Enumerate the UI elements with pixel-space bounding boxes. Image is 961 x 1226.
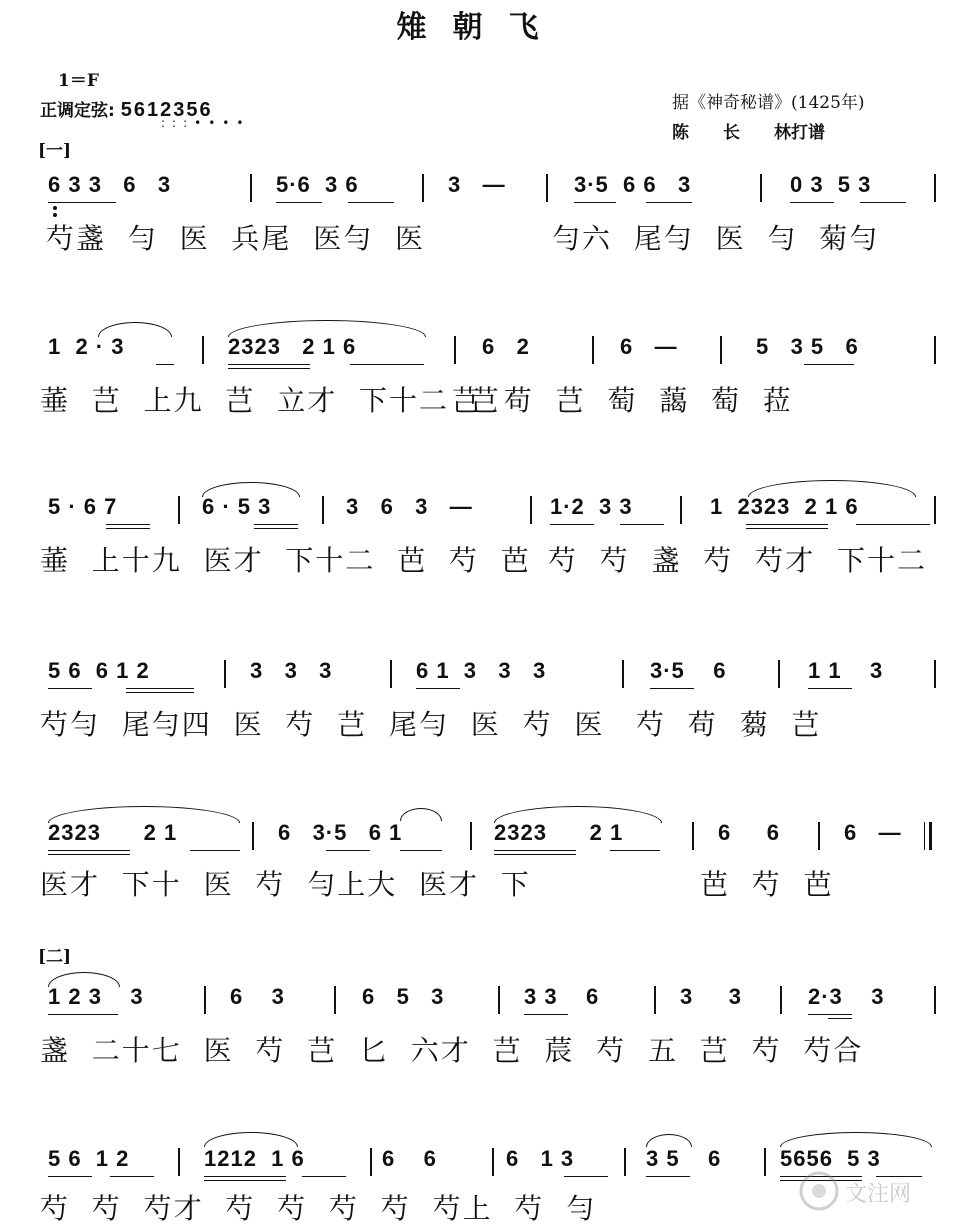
notes: 5·6 3 6	[276, 172, 359, 197]
notes: 1 2323 2 1 6	[710, 494, 859, 519]
notes: 6 3 3 6 3	[48, 172, 172, 197]
tuning-label: 正调定弦:	[40, 101, 115, 121]
notes: 6 —	[620, 334, 678, 359]
notes: 6 1 3 3 3	[416, 658, 547, 683]
notes: 5656 5 3	[780, 1146, 881, 1171]
key-signature: 1＝F	[58, 71, 99, 91]
tablature-line: 勻六 尾勻 医 勻 菊勻	[552, 222, 880, 255]
tablature-line: 菙 上十九 医才 下十二 芭 芍 芭	[40, 544, 531, 577]
notes: 2323 2 1	[48, 820, 178, 845]
notes: 2·3 3	[808, 984, 885, 1009]
notes: 1 2 3 3	[48, 984, 144, 1009]
watermark-logo	[797, 1169, 947, 1213]
notes: 6 2	[482, 334, 530, 359]
notes: 3 3	[680, 984, 743, 1009]
notes: 6 5 3	[362, 984, 445, 1009]
notes: 5 6 1 2	[48, 1146, 130, 1171]
notes: 3 3 3	[250, 658, 333, 683]
notes: 5 3 5 6	[756, 334, 859, 359]
watermark-text: 文注网	[845, 1182, 912, 1207]
source-note: 据《神奇秘谱》(1425年)	[672, 93, 865, 113]
notes: 6 3·5 6 1	[278, 820, 403, 845]
notes: 3 5 6	[646, 1146, 722, 1171]
tuning-notes: 5612356	[120, 99, 213, 121]
notes: 6 6	[718, 820, 781, 845]
tablature-line: 芍 芍 芍才 芍 芍 芍 芍 芍上 芍 勻	[40, 1192, 597, 1225]
page-title: 雉朝飞	[396, 10, 565, 45]
notes: 6 6	[382, 1146, 437, 1171]
notes: 2323 2 1	[494, 820, 624, 845]
tablature-line: 菙 芑 上九 芑 立才 下十二 芑	[40, 384, 501, 417]
notes: 6 · 5 3	[202, 494, 272, 519]
tablature-line: 芍勻 尾勻四 医 芍 芑 尾勻 医 芍 医	[40, 708, 605, 741]
notes: 1 1 3	[808, 658, 884, 683]
notes: 2323 2 1 6	[228, 334, 357, 359]
tablature-line: 芍 苟 蒭 芑	[636, 708, 822, 741]
notes: 3·5 6	[650, 658, 727, 683]
tuning-lower-dots: :::••••	[161, 116, 251, 130]
notes: 6 1 3	[506, 1146, 575, 1171]
tablature-line: 芍 芍 盞 芍 芍才 下十二	[548, 544, 928, 577]
notes: 5 6 6 1 2	[48, 658, 150, 683]
section-label: [二]	[38, 947, 72, 967]
notes: 6 3	[230, 984, 285, 1009]
section-label: [一]	[38, 141, 72, 161]
tablature-line: 盞 二十七 医 芍 芑 匕 六才 芑 莀 芍 五 芑 芍 芍合	[40, 1034, 864, 1067]
notes: 5 · 6 7	[48, 494, 118, 519]
notes: 3·5 6 6 3	[574, 172, 692, 197]
tablature-line: 医才 下十 医 芍 勻上大 医才 下	[40, 868, 531, 901]
notes: 1 2 · 3	[48, 334, 125, 359]
notes: 1212 1 6	[204, 1146, 305, 1171]
notes: 1·2 3 3	[550, 494, 633, 519]
tablature-line: 芭 芍 芭	[700, 868, 834, 901]
notes: 3 6 3 —	[346, 494, 473, 519]
tablature-line: 芍盞 勻 医 兵尾 医勻 医	[46, 222, 426, 255]
notes: 0 3 5 3	[790, 172, 872, 197]
notes: 6 —	[844, 820, 902, 845]
tablature-line: 芑 苟 芑 萄 藹 萄 菈	[452, 384, 793, 417]
notes: 3 —	[448, 172, 506, 197]
transcriber-note: 陈 长 林打谱	[672, 123, 825, 143]
notes: 3 3 6	[524, 984, 600, 1009]
